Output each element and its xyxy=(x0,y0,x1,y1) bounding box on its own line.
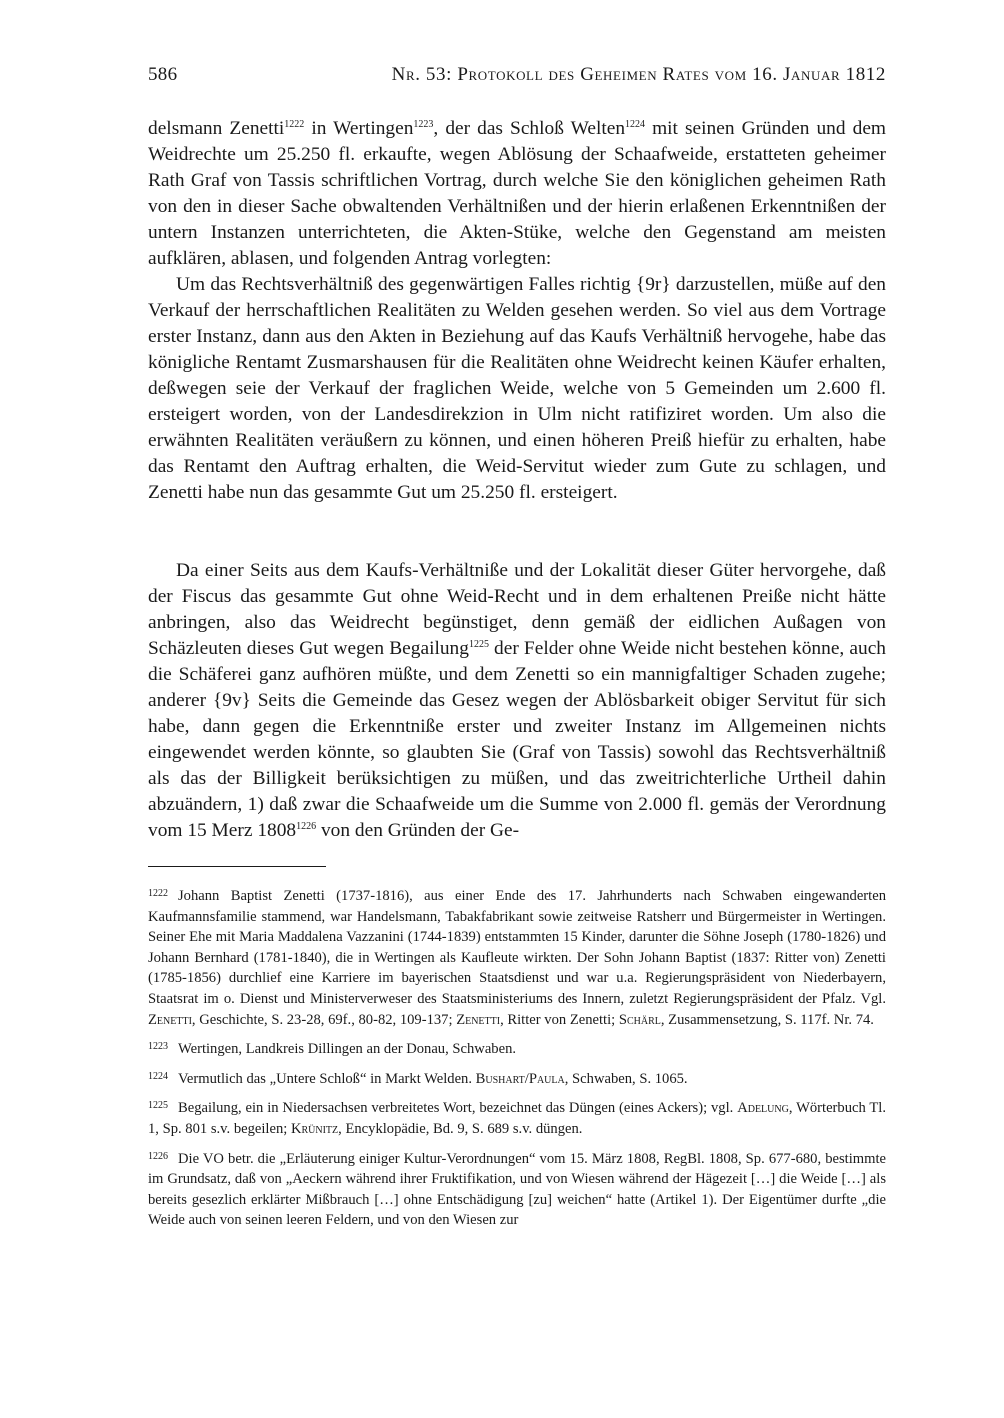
text-run: Wertingen, Landkreis Dillingen an der Donau, Schwaben. xyxy=(178,1041,517,1058)
footnote-marker[interactable]: 1223 xyxy=(413,119,434,130)
footnote-number: 1226 xyxy=(148,1150,168,1162)
footnote-1225 xyxy=(148,1096,886,1139)
author-name: Bushart/Paula xyxy=(475,1070,565,1087)
main-text xyxy=(148,116,886,844)
author-name: Zenetti xyxy=(148,1011,192,1028)
footnote-1226 xyxy=(148,1147,886,1231)
text-run: , Ritter von Zenetti; xyxy=(500,1011,619,1028)
text-run: , Encyklopädie, Bd. 9, S. 689 s.v. düngen. xyxy=(338,1120,583,1137)
text-run: Johann Baptist Zenetti (1737-1816), aus einer Ende des 17. Jahrhunderts nach Schwaben eingewanderten Kaufmannsfamilie stammend, war Handelsmann, Tabakfabrikant sowie zeitweise Ratsherr und Bürgermeister in Wertingen. Seiner Ehe mit Maria Maddalena Vazzanini (1744-1839) entstammten 15 Kinder, darunter die Söhne Joseph (1780-1826) und Johann Bernhard (1781-1840), die in Wertingen als Kaufleute wirkten. Der Sohn Johann Baptist (1837: Ritter von) Zenetti (1785-1856) durchlief eine Karriere im bayerischen Staatsdienst und war u.a. Regierungspräsident von Niederbayern, Staatsrat im o. Dienst und Ministerverweser des Staatsministeriums des Innern, zuletzt Regierungspräsident der Pfalz. Vgl. xyxy=(148,888,886,1007)
text-run: , der das Schloß Welten xyxy=(433,118,626,139)
footnote-1222 xyxy=(148,884,886,1030)
text-run: , Zusammensetzung, S. 117f. Nr. 74. xyxy=(660,1011,874,1028)
text-run: mit seinen Gründen und dem Weidrechte um 25.250 fl. erkaufte, wegen Ablösung der Schaafweide, erstatteten geheimer Rath Graf von Tassis schriftlichen Vortrag, durch welche Sie den königlichen geheimen Rath von den in dieser Sache obwaltenden Verhältnißen und der hierin erlaßenen Erkenntnißen der untern Instanzen unterrichteten, die Akten-Stüke, welche den Gegenstand am meisten aufklären, ablasen, und folgenden Antrag vorlegten: xyxy=(148,118,887,269)
page-number: 586 xyxy=(148,64,178,85)
paragraph-3 xyxy=(148,558,886,844)
paragraph-2: Um das Rechtsverhältniß des gegenwärtigen Falles richtig {9r} darzustellen, müße auf den Verkauf der herrschaftlichen Realitäten zu Welden gesehen werden. So viel aus dem Vortrage erster Instanz, dann aus den Akten in Beziehung auf das Kaufs Verhältniß hervogehe, habe das königliche Rentamt Zusmarshausen für die Realitäten ohne Weidrecht keinen Käufer erhalten, deßwegen seie der Verkauf der fraglichen Weide, welche von 5 Gemeinden um 2.600 fl. ersteigert worden, von der Landesdirekzion in Ulm nicht ratifiziret worden. Um also die erwähnten Realitäten veräußern zu können, und einen höheren Preiß hiefür zu erhalten, habe das Rentamt den Auftrag erhalten, die Weid-Servitut wieder zum Gute zu schlagen, und Zenetti habe nun das gesammte Gut um 25.250 fl. ersteigert. xyxy=(148,274,886,503)
author-name: Zenetti xyxy=(456,1011,501,1028)
text-run: in Wertingen xyxy=(304,118,414,139)
footnote-marker[interactable]: 1222 xyxy=(284,119,305,130)
running-title: Nr. 53: Protokoll des Geheimen Rates vom 16. Januar 1812 xyxy=(391,64,886,85)
text-run: von den Gründen der Ge- xyxy=(316,820,520,841)
text-run: , Schwaben, S. 1065. xyxy=(564,1070,688,1087)
text-run: , Wörterbuch Tl. 1, Sp. 801 s.v. begeilen; xyxy=(148,1100,887,1137)
author-name: Schärl xyxy=(618,1011,661,1028)
footnote-number: 1224 xyxy=(148,1070,168,1082)
author-name: Krünitz xyxy=(290,1120,339,1137)
footnote-1223 xyxy=(148,1037,886,1060)
footnote-marker[interactable]: 1224 xyxy=(625,119,646,130)
footnotes xyxy=(148,884,886,1231)
footnote-marker[interactable]: 1225 xyxy=(468,639,489,650)
footnote-separator xyxy=(148,866,326,867)
text-run: Die VO betr. die „Erläuterung einiger Kultur-Verordnungen“ vom 15. März 1808, RegBl. 1808, Sp. 677-680, bestimmte im Grundsatz, daß von „Aeckern während ihrer Fruktifikation, und von Wiesen während der Hägezeit […] die Weide […] als bereits gesezlich erklärter Mißbrauch […] ohne Entschädigung [zu] weichen“ hatte (Artikel 1). Der Eigentümer durfte „die Weide auch von seinen leeren Feldern, und von den Wiesen zur xyxy=(148,1150,886,1229)
paragraph-1 xyxy=(148,116,886,272)
document-page xyxy=(148,64,886,1238)
footnote-number: 1222 xyxy=(148,888,168,899)
text-run: der Felder ohne Weide nicht bestehen könne, auch die Schäferei ganz aufhören müßte, und dem Zenetti so ein mannigfaltiger Schaden zugehe; anderer {9v} Seits die Gemeinde das Gesez wegen der Ablösbarkeit obiger Servitut für sich habe, dann gegen die Erkenntniße erster und zweiter Instanz im Allgemeinen nichts eingewendet werden könnte, so glaubten Sie (Graf von Tassis) sowohl das Rechtsverhältniß als das der Billigkeit berüksichtigen zu müßen, und das zweitrichterliche Urtheil dahin abzuändern, 1) daß zwar die Schaafweide um die Summe von 2.000 fl. gemäs der Verordnung vom 15 Merz 1808 xyxy=(148,638,886,841)
footnote-number: 1225 xyxy=(148,1100,168,1112)
text-run: Da einer Seits aus dem Kaufs-Verhältniße und der Lokalität dieser Güter hervorgehe, daß der Fiscus das gesammte Gut ohne Weid-Recht und in dem erhaltenen Preiße nicht hätte anbringen, also das Weidrecht begünstiget, denn gemäß der eidlichen Außagen von Schäzleuten dieses Gut wegen Begailung xyxy=(148,560,886,659)
text-run: , Geschichte, S. 23-28, 69f., 80-82, 109-137; xyxy=(191,1011,457,1028)
footnote-number: 1223 xyxy=(148,1041,168,1053)
text-run: Begailung, ein in Niedersachsen verbreitetes Wort, bezeichnet das Düngen (eines Ackers); vgl. xyxy=(178,1100,738,1117)
text-run: delsmann Zenetti xyxy=(148,118,285,139)
text-run: Vermutlich das „Untere Schloß“ in Markt Welden. xyxy=(178,1070,476,1087)
author-name: Adelung xyxy=(737,1100,789,1117)
running-header xyxy=(148,64,886,94)
footnote-1224 xyxy=(148,1067,886,1090)
footnote-marker[interactable]: 1226 xyxy=(296,821,317,832)
